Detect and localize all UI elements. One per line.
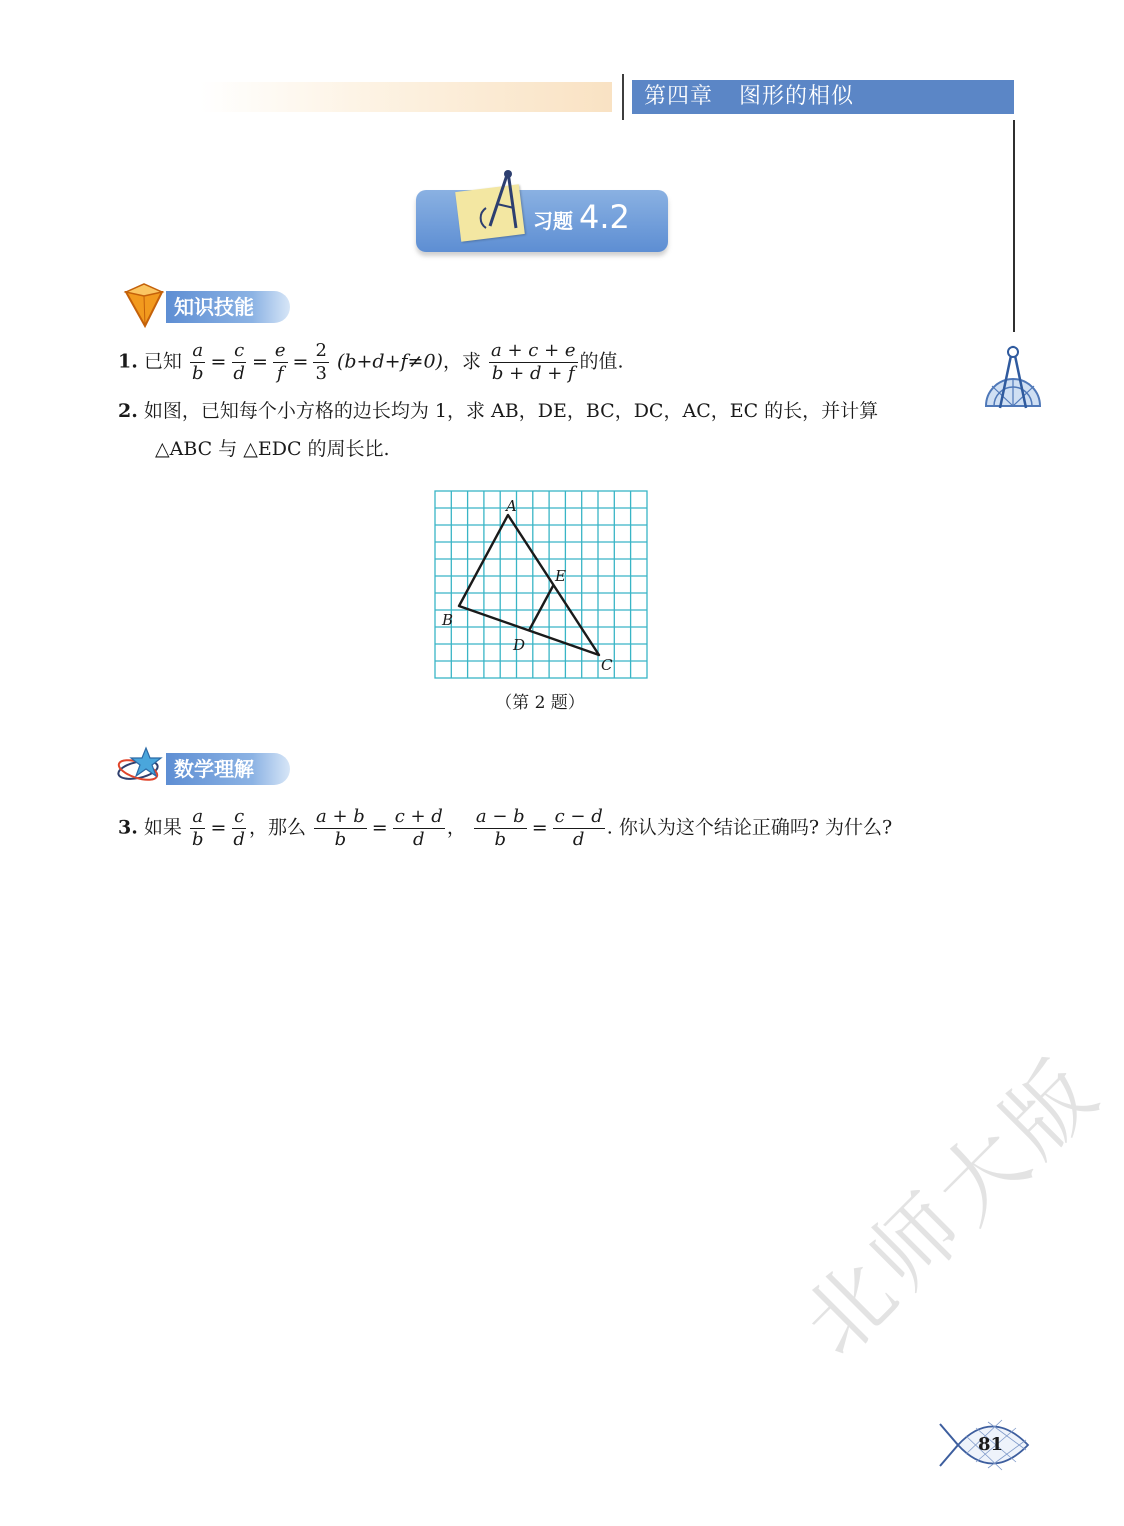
section-label: 知识技能 [174,295,254,319]
fraction: $\frac{c - d}{d}$ [554,806,603,850]
section-badge-skills [166,291,290,323]
triangle-abc [459,515,599,655]
header-gradient [200,82,612,112]
fraction: $\frac{c}{d}$ [233,806,245,850]
problem-text: 如图，已知每个小方格的边长均为 1，求 AB，DE，BC，DC，AC，EC 的长，并计算 [143,400,879,422]
point-label-c: C [601,656,613,674]
header-separator [622,74,624,120]
problem-3: 3. 如果 $\frac{a}{b}$ = $\frac{c}{d}$ ，那么 $\frac{a + b}{b}$ = $\frac{c + d}{d}$ ， $\frac{a - b}{b}$ = $\frac{c - d}{d}$ . 你认为这个结论正确吗? 为什么? [118,806,893,850]
point-label-e: E [555,567,566,585]
chapter-title: 图形的相似 [739,84,855,109]
exercise-number: 4.2 [579,198,630,236]
page-number: 81 [978,1434,1004,1455]
problem-text: ，求 [442,350,481,373]
fraction: $\frac{a}{b}$ [191,340,204,384]
problem-text: . 你认为这个结论正确吗? 为什么? [606,816,893,839]
exercise-title [533,198,630,236]
fraction: $\frac{a + c + e}{b + d + f}$ [491,340,576,384]
chapter-number: 第四章 [644,84,714,109]
compass-icon [472,166,532,242]
publisher-watermark: 北师大版 [784,1038,1121,1375]
chapter-header [632,80,1014,114]
compass-protractor-icon [982,342,1044,414]
condition: (b+d+f≠0) [336,350,443,373]
fraction: $\frac{2}{3}$ [315,340,327,384]
problem-number: 1. [118,350,138,373]
exercise-label: 习题 [533,209,573,233]
problem-number: 2. [118,400,138,422]
fraction: $\frac{a}{b}$ [191,806,204,850]
problem-text: 的值. [579,350,624,373]
problem-number: 3. [118,816,138,839]
fraction: $\frac{a - b}{b}$ [475,806,525,850]
point-label-b: B [442,611,454,629]
section-badge-understanding [166,753,290,785]
diamond-icon [124,282,164,328]
figure-caption: （第 2 题） [495,693,585,713]
problem-2 [118,398,878,424]
problem-text: ，那么 [248,816,306,839]
triangle-grid-figure [434,490,648,680]
star-orbit-icon [116,746,166,786]
fraction: $\frac{e}{f}$ [274,340,286,384]
fraction: $\frac{c + d}{d}$ [394,806,443,850]
problem-2-line-2: △ABC 与 △EDC 的周长比. [155,438,390,460]
point-label-d: D [513,636,526,654]
fraction: $\frac{c}{d}$ [233,340,245,384]
section-label: 数学理解 [174,757,254,781]
grid [435,491,647,678]
problem-1: 1. 已知 $\frac{a}{b}$ = $\frac{c}{d}$ = $\frac{e}{f}$ = $\frac{2}{3}$ (b+d+f≠0)，求 $\frac{a + c + e}{b + d + f}$ 的值. [118,340,624,384]
fraction: $\frac{a + b}{b}$ [316,806,365,850]
margin-line [1013,120,1015,332]
problem-text: 已知 [143,350,182,373]
problem-text: 如果 [143,816,182,839]
point-label-a: A [506,497,517,515]
